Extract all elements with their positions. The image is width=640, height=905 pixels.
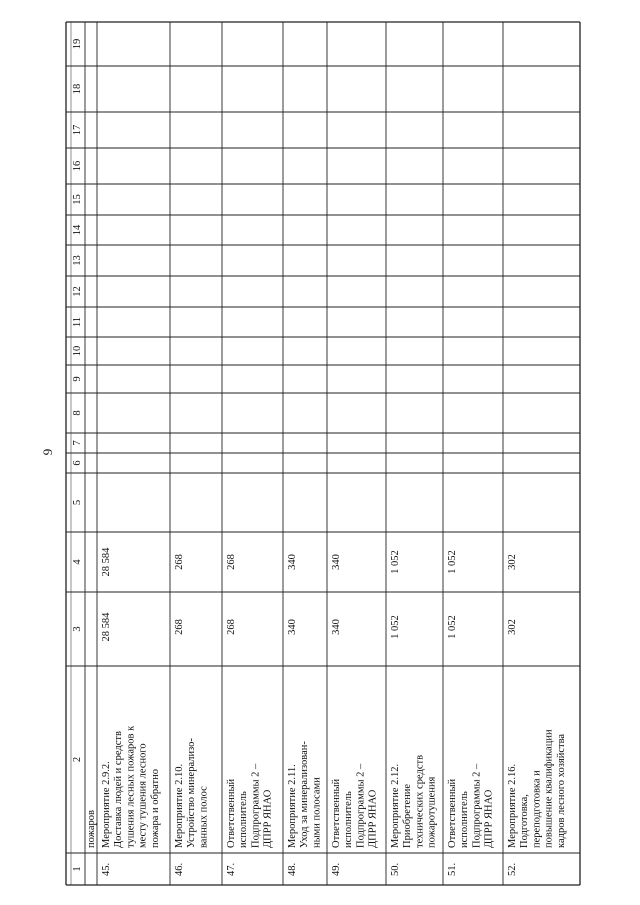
column-header-5: 5 xyxy=(72,499,83,506)
continuation-text: пожаров xyxy=(86,810,97,848)
column-header-17: 17 xyxy=(72,124,83,136)
row-name-line: Мероприятие 2.9.2. xyxy=(101,761,112,848)
row-number: 52. xyxy=(507,862,518,876)
row-name-line: Устройство минерализо- xyxy=(186,738,198,848)
row-name-line: исполнитель xyxy=(343,791,355,848)
row-value-col4: 340 xyxy=(287,554,298,570)
row-name-line: Мероприятие 2.16. xyxy=(507,763,518,848)
row-value-col3: 340 xyxy=(287,619,298,635)
row-value-col4: 28 584 xyxy=(101,547,112,577)
row-name-line: Ответственный xyxy=(447,778,458,848)
row-name-line: Мероприятие 2.10. xyxy=(174,763,185,848)
row-name-line: Мероприятие 2.11. xyxy=(287,764,298,848)
row-value-col4: 268 xyxy=(174,554,185,570)
column-header-6: 6 xyxy=(72,460,83,466)
column-header-13: 13 xyxy=(72,255,83,266)
page-number-layer xyxy=(40,449,55,456)
row-number: 49. xyxy=(331,862,342,876)
row-value-col3: 268 xyxy=(174,619,185,635)
column-header-1: 1 xyxy=(72,866,83,872)
row-name-line: повышение квалификации xyxy=(543,729,555,848)
row-name-line: месту тушения лесного xyxy=(137,743,149,848)
row-name-line: ванных полос xyxy=(198,786,210,848)
row-name-line: Ответственный xyxy=(226,778,237,848)
row-name-line: ДПРР ЯНАО xyxy=(262,789,274,848)
column-header-3: 3 xyxy=(72,626,83,632)
row-number: 45. xyxy=(101,862,112,876)
row-number: 48. xyxy=(287,862,298,876)
column-header-16: 16 xyxy=(72,160,83,172)
row-name-line: Ответственный xyxy=(331,778,342,848)
row-number: 46. xyxy=(174,862,185,876)
column-header-14: 14 xyxy=(72,224,83,236)
column-header-9: 9 xyxy=(72,376,83,382)
row-name-line: ДПРР ЯНАО xyxy=(483,789,495,848)
row-value-col4: 340 xyxy=(331,554,342,570)
row-number: 50. xyxy=(390,862,401,876)
row-name-line: Подпрограммы 2 – xyxy=(471,763,483,848)
row-value-col4: 1 052 xyxy=(390,550,401,574)
page-number: 9 xyxy=(40,448,55,456)
column-header-19: 19 xyxy=(72,38,83,50)
row-name-line: переподготовка и xyxy=(531,770,543,848)
row-number: 51. xyxy=(447,862,458,876)
row-value-col3: 28 584 xyxy=(101,612,112,642)
row-name-line: исполнитель xyxy=(238,791,250,848)
row-name-line: технических средств xyxy=(414,754,426,848)
row-name-line: пожара и обратно xyxy=(149,769,161,848)
row-name-line: Подготовка, xyxy=(519,794,531,848)
column-header-10: 10 xyxy=(72,345,83,357)
column-header-18: 18 xyxy=(72,83,83,95)
row-value-col3: 302 xyxy=(507,619,518,635)
row-value-col3: 1 052 xyxy=(390,615,401,639)
row-name-line: Подпрограммы 2 – xyxy=(355,763,367,848)
row-name-line: исполнитель xyxy=(459,791,471,848)
row-name-line: Доставка людей и средств xyxy=(113,731,125,848)
row-name-line: ными полосами xyxy=(311,777,323,848)
row-name-line: Мероприятие 2.12. xyxy=(390,763,401,848)
row-name-line: ДПРР ЯНАО xyxy=(367,789,379,848)
column-header-15: 15 xyxy=(72,194,83,205)
row-value-col3: 340 xyxy=(331,619,342,635)
row-value-col4: 268 xyxy=(226,554,237,570)
row-name-line: тушения лесных пожаров к xyxy=(125,725,137,848)
row-value-col3: 268 xyxy=(226,619,237,635)
row-value-col4: 302 xyxy=(507,554,518,570)
row-name-line: кадров лесного хозяйства xyxy=(555,733,567,848)
row-value-col4: 1 052 xyxy=(447,550,458,574)
column-header-4: 4 xyxy=(72,559,83,565)
column-header-11: 11 xyxy=(72,316,83,328)
column-header-8: 8 xyxy=(72,410,83,416)
column-header-2: 2 xyxy=(72,756,83,763)
column-header-7: 7 xyxy=(72,440,83,446)
row-number: 47. xyxy=(226,862,237,876)
row-name-line: Подпрограммы 2 – xyxy=(250,763,262,848)
column-header-12: 12 xyxy=(72,286,83,297)
row-value-col3: 1 052 xyxy=(447,615,458,639)
row-name-line: Приобретение xyxy=(402,783,414,848)
row-name-line: пожаротушения xyxy=(426,776,438,848)
row-name-line: Уход за минерализован- xyxy=(299,741,311,848)
